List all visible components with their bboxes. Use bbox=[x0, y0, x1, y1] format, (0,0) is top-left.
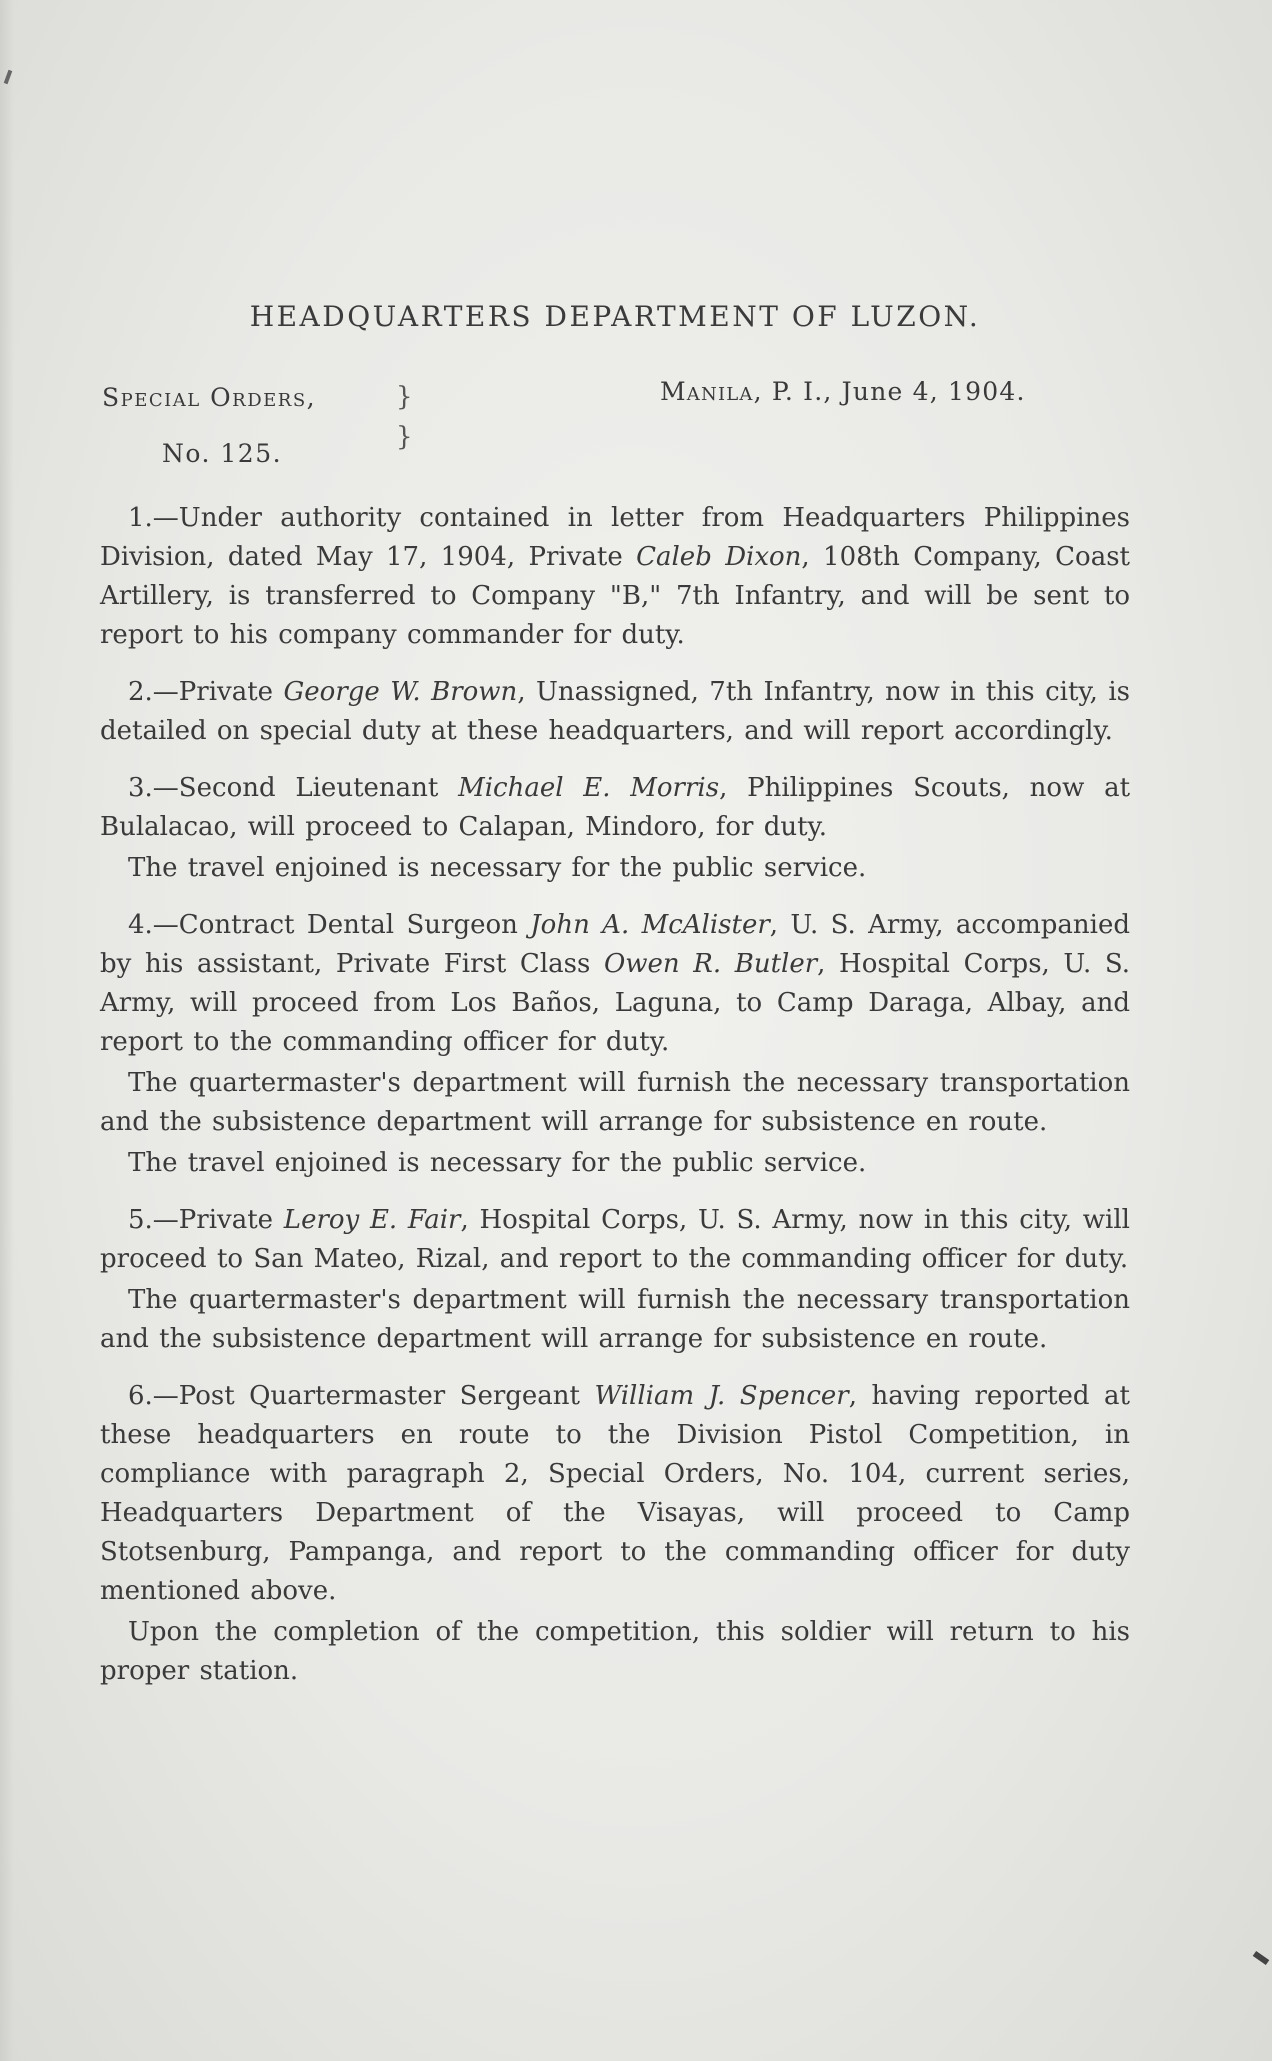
text: , U. S. Army, accompanied by his assistant, Private First Class bbox=[100, 910, 1130, 979]
order-paragraph-4 bbox=[100, 906, 1130, 1062]
order-paragraph-5 bbox=[100, 1201, 1130, 1279]
orders-header bbox=[100, 369, 1130, 479]
brace-bottom: } bbox=[396, 422, 413, 452]
order-subparagraph: Upon the completion of the competition, this soldier will return to his proper station. bbox=[100, 1617, 1130, 1686]
text: 6.—Post Quartermaster Sergeant bbox=[128, 1381, 595, 1411]
soldier-name: William J. Spencer bbox=[594, 1381, 849, 1411]
order-paragraph-3 bbox=[100, 769, 1130, 847]
text: 3.—Second Lieutenant bbox=[128, 773, 459, 803]
text: , 108th Company, Coast Artillery, is transferred to Company "B," 7th Infantry, and will be sent to report to his company commander for duty. bbox=[100, 542, 1130, 650]
text: 2.—Private bbox=[128, 677, 284, 707]
text: , Hospital Corps, U. S. Army, will proceed from Los Baños, Laguna, to Camp Daraga, Albay, and report to the commanding officer for duty. bbox=[100, 949, 1130, 1057]
order-subparagraph: The travel enjoined is necessary for the public service. bbox=[128, 853, 867, 883]
brace bbox=[396, 377, 413, 457]
document-body bbox=[100, 300, 1130, 1691]
soldier-name: George W. Brown bbox=[283, 677, 518, 707]
text: 4.—Contract Dental Surgeon bbox=[128, 910, 531, 940]
place-date bbox=[660, 377, 1026, 406]
document-heading: HEADQUARTERS DEPARTMENT OF LUZON. bbox=[249, 300, 981, 333]
date: , P. I., June 4, 1904. bbox=[753, 377, 1026, 406]
text: , Philippines Scouts, now at Bulalacao, will proceed to Calapan, Mindoro, for duty. bbox=[100, 773, 1131, 842]
order-paragraph-2 bbox=[100, 673, 1130, 751]
order-paragraph-1 bbox=[100, 499, 1130, 655]
place: Manila bbox=[660, 377, 754, 406]
soldier-name: John A. McAlister bbox=[530, 910, 770, 940]
order-subparagraph: The travel enjoined is necessary for the public service. bbox=[128, 1148, 867, 1178]
text: 5.—Private bbox=[128, 1205, 284, 1235]
page-edge-shadow bbox=[0, 0, 14, 2061]
text: , Hospital Corps, U. S. Army, now in this city, will proceed to San Mateo, Rizal, and report to the commanding officer for duty. bbox=[100, 1205, 1131, 1274]
text: , having reported at these headquarters en route to the Division Pistol Competition, in compliance with paragraph 2, Special Orders, No. 104, current series, Headquarters Department of the Visayas, will proceed to Camp Stotsenburg, Pampanga, and report to the commanding officer for duty mentioned above. bbox=[100, 1381, 1130, 1606]
soldier-name: Leroy E. Fair bbox=[283, 1205, 461, 1235]
orders-number: No. 125. bbox=[162, 439, 283, 468]
text: , Unassigned, 7th Infantry, now in this city, is detailed on special duty at these headquarters, and will report accordingly. bbox=[100, 677, 1130, 746]
brace-top: } bbox=[396, 382, 413, 412]
orders-label: Special Orders, bbox=[102, 383, 317, 412]
soldier-name: Caleb Dixon bbox=[636, 542, 802, 572]
ink-speck bbox=[1253, 1951, 1270, 1965]
order-paragraph-6 bbox=[100, 1377, 1130, 1611]
text: 1.—Under authority contained in letter from Headquarters Philippines Division, dated May 17, 1904, Private bbox=[100, 503, 1130, 572]
order-subparagraph: The quartermaster's department will furnish the necessary transportation and the subsistence department will arrange for subsistence en route. bbox=[100, 1068, 1130, 1137]
order-subparagraph: The quartermaster's department will furnish the necessary transportation and the subsistence department will arrange for subsistence en route. bbox=[100, 1285, 1130, 1354]
soldier-name: Owen R. Butler bbox=[603, 949, 818, 979]
soldier-name: Michael E. Morris bbox=[458, 773, 720, 803]
